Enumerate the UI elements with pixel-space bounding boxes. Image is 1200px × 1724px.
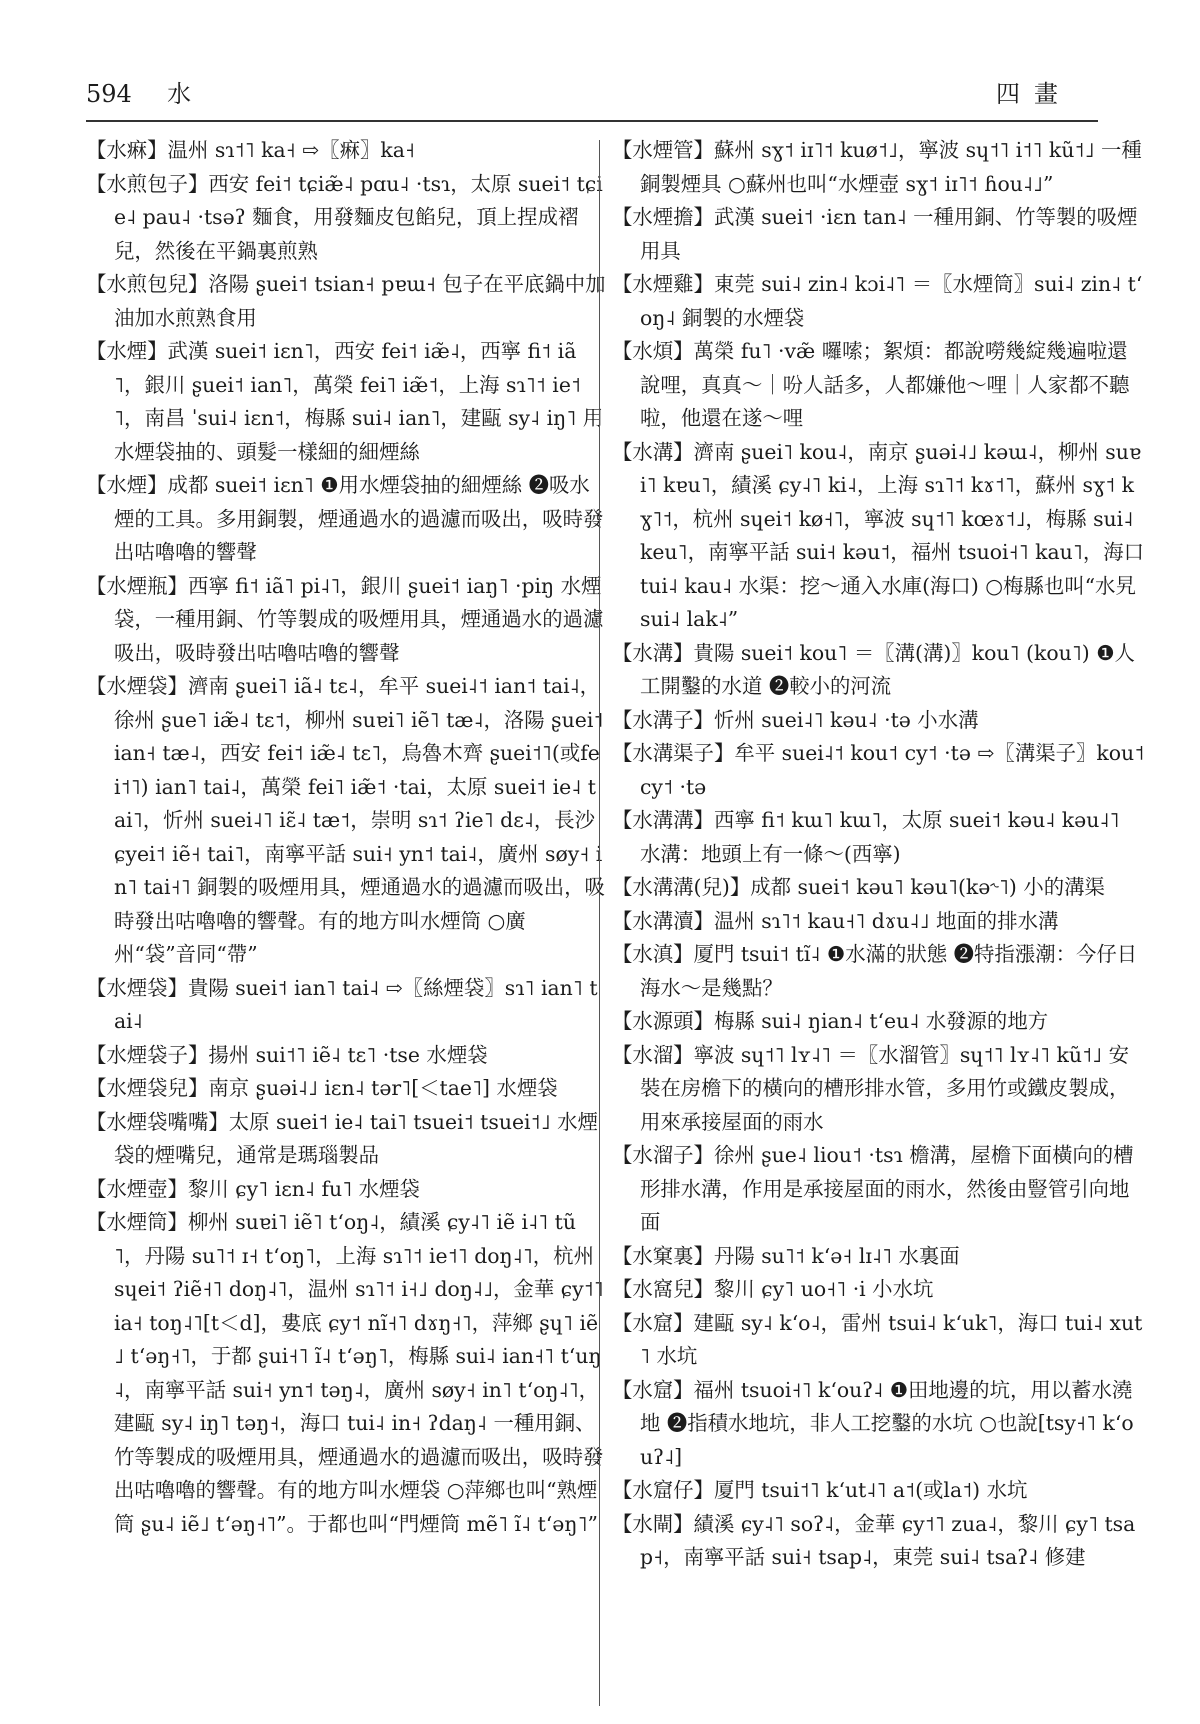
dictionary-entry: 【水煙】武漢 suei˦ iɛn˥，西安 fei˦ iæ̃˨，西寧 fi˦ iã˥，銀川 ʂuei˦ ian˥，萬榮 fei˥ iæ̃˦，上海 sɿ˥˦ ie˦˥，南昌 ˈsui˨ iɛn˦，梅縣 sui˨ ian˥，建甌 sy˨ iŋ˥ 用水煙袋抽的、頭髮一樣細的細煙絲	[86, 339, 604, 464]
dictionary-entry: 【水煙袋】濟南 ʂuei˥ iã˨ tɛ˨，牟平 suei˨˦ ian˦ tai˨，徐州 ʂue˥ iæ̃˨ tɛ˦，柳州 suɐi˥ iẽ˥ tæ˨，洛陽 ʂuei˦ ian˧ tæ˨，西安 fei˦ iæ̃˨ tɛ˥，烏魯木齊 ʂuei˦˥(或fei˦˥) ian˥ tai˨，萬榮 fei˥ iæ̃˦ ·tai，太原 suei˦ ie˨ tai˥，忻州 suei˨˥ iɛ̃˨ tæ˦，崇明 sɿ˦ ʔie˥ dɛ˨，長沙 ɕyei˦ iẽ˧ tai˥，南寧平話 sui˧ yn˦ tai˨，廣州 søy˧ in˥ tai˧˥ 銅製的吸煙用具，煙通過水的過濾而吸出，吸時發出咕嚕嚕的響聲。有的地方叫水煙筒 ○廣州“袋”音同“帶”	[86, 674, 605, 966]
dictionary-entry: 【水煙袋子】揚州 sui˦˥ iẽ˨ tɛ˥ ·tse 水煙袋	[86, 1042, 488, 1067]
dictionary-entry: 【水窩兒】黎川 ɕy˥ uo˧˥ ·i 小水坑	[612, 1277, 934, 1301]
dictionary-entry: 【水窠裏】丹陽 su˥˦ kʻə˧ lɪ˨˥ 水裏面	[612, 1243, 960, 1268]
dictionary-entry: 【水煙袋嘴嘴】太原 suei˦ ie˨ tai˥ tsuei˦ tsuei˦˩ 水煙袋的煙嘴兒，通常是瑪瑙製品	[86, 1109, 598, 1167]
dictionary-entry: 【水溝溝】西寧 fi˦ kɯ˥ kɯ˥，太原 suei˦ kəu˨ kəu˨˥ 水溝：地頭上有一條～(西寧)	[612, 808, 1120, 866]
dictionary-entry: 【水煎包兒】洛陽 ʂuei˦ tsian˧ pɐɯ˧ 包子在平底鍋中加油加水煎熟食用	[86, 272, 606, 330]
dictionary-entry: 【水窟】福州 tsuoi˧˥ kʻouʔ˨ ❶田地邊的坑，用以蓄水澆地 ❷指積水地坑，非人工挖鑿的水坑 ○也說[tsy˧˥ kʻouʔ˨]	[612, 1377, 1134, 1469]
dictionary-entry: 【水閘】績溪 ɕy˨˥ soʔ˨，金華 ɕy˦˥ zua˨，黎川 ɕy˥ tsap˧，南寧平話 sui˧ tsap˨，東莞 sui˨ tsaʔ˨ 修建	[612, 1511, 1136, 1569]
left-column	[86, 134, 606, 1541]
dictionary-entry: 【水煙】成都 suei˦ iɛn˥ ❶用水煙袋抽的細煙絲 ❷吸水煙的工具。多用銅製，煙通過水的過濾而吸出，吸時發出咕嚕嚕的響聲	[86, 473, 604, 564]
dictionary-entry: 【水煙袋】貴陽 suei˦ ian˥ tai˨ ⇨〖絲煙袋〗sɿ˥ ian˥ tai˨	[86, 975, 598, 1033]
dictionary-entry: 【水溝瀆】温州 sɿ˥˦ kau˧˥ dɤu˨˩ 地面的排水溝	[612, 908, 1059, 933]
page-number: 594	[86, 80, 132, 108]
dictionary-entry: 【水溜】寧波 sɥ˦˥ lʏ˨˥ ＝〖水溜管〗sɥ˦˥ lʏ˨˥ kũ˦˩ 安裝在房檐下的橫向的槽形排水管，多用竹或鐵皮製成，用來承接屋面的雨水	[612, 1042, 1130, 1134]
dictionary-entry: 【水煙管】蘇州 sɣ˦ iɪ˥˦ kuø˦˩，寧波 sɥ˦˥ i˦˥ kũ˦˩ 一種銅製煙具 ○蘇州也叫“水煙壺 sɣ˦ iɪ˥˦ ɦou˨˩”	[612, 138, 1142, 196]
right-column	[612, 134, 1146, 1575]
dictionary-entry: 【水溜子】徐州 ʂue˨ liou˦ ·tsɿ 檐溝，屋檐下面橫向的槽形排水溝，作用是承接屋面的雨水，然後由豎管引向地面	[612, 1143, 1134, 1234]
dictionary-entry: 【水溝溝(兒)】成都 suei˦ kəu˥ kəu˥(kə˞˥) 小的溝渠	[612, 875, 1105, 899]
radical-heading: 水	[167, 80, 192, 108]
dictionary-entry: 【水煙雞】東莞 sui˨ zin˨ kɔi˨˥ ＝〖水煙筒〗sui˨ zin˨ tʻoŋ˨ 銅製的水煙袋	[612, 272, 1143, 330]
dictionary-entry: 【水溝子】忻州 suei˨˥ kəu˨ ·tə 小水溝	[612, 707, 979, 732]
dictionary-entry: 【水煙筒】柳州 suɐi˥ iẽ˥ tʻoŋ˨，績溪 ɕy˨˥ iẽ i˨˥ tũ˥，丹陽 su˥˦ ɪ˧ tʻoŋ˥，上海 sɿ˥˦ ie˦˥ doŋ˨˥，杭州 sɥei˦ ʔiẽ˧˥ doŋ˨˥，温州 sɿ˥˦ i˧˩ doŋ˨˩，金華 ɕy˦˥ ia˧ toŋ˨˥[t＜d]，婁底 ɕy˦ nĩ˧˥ dɤŋ˧˥，萍鄉 ʂɥ˥ iẽ˩ tʻəŋ˧˥，于都 ʂui˧˥ ĩ˨ tʻəŋ˥，梅縣 sui˨ ian˧˥ tʻuŋ˨，南寧平話 sui˧ yn˦ təŋ˨，廣州 søy˧ in˥ tʻoŋ˨˥，建甌 sy˨ iŋ˥ təŋ˧，海口 tui˨ in˧ ʔdaŋ˨ 一種用銅、竹等製成的吸煙用具，煙通過水的過濾而吸出，吸時發出咕嚕嚕的響聲。有的地方叫水煙袋 ○萍鄉也叫“熟煙筒 ʂu˨ iẽ˩ tʻəŋ˧˥”。于都也叫“門煙筒 mẽ˥ ĩ˨ tʻəŋ˥”	[86, 1210, 604, 1536]
dictionary-entry: 【水煙壺】黎川 ɕy˥ iɛn˨ fu˥ 水煙袋	[86, 1176, 420, 1201]
header-rule	[86, 120, 1098, 122]
dictionary-entry: 【水溝】濟南 ʂuei˥ kou˨，南京 ʂuəi˨˩ kəɯ˨，柳州 suɐi˥ kɐu˥，績溪 ɕy˨˥ ki˨，上海 sɿ˥˦ kɤ˦˥，蘇州 sɣ˦ kɣ˥˦，杭州 sɥei˦ kø˧˥，寧波 sɥ˦˥ kœɤ˦˩，梅縣 sui˨ keu˥，南寧平話 sui˧ kəu˦，福州 tsuoi˧˥ kau˥，海口 tui˨ kau˨ 水渠：挖～通入水庫(海口) ○梅縣也叫“水旯 sui˨ lak˨”	[612, 439, 1145, 631]
dictionary-entry: 【水窟】建甌 sy˨ kʻo˨，雷州 tsui˨ kʻuk˥，海口 tui˨ xut˥ 水坑	[612, 1310, 1143, 1368]
dictionary-entry: 【水溝】貴陽 suei˦ kou˥ ＝〖溝(溝)〗kou˥ (kou˥) ❶人工開鑿的水道 ❷較小的河流	[612, 640, 1135, 698]
dictionary-entry: 【水煙擔】武漢 suei˦ ·iɛn tan˨ 一種用銅、竹等製的吸煙用具	[612, 205, 1138, 263]
page-header-left	[86, 74, 191, 114]
dictionary-entry: 【水滇】厦門 tsui˦ tĩ˨ ❶水滿的狀態 ❷特指漲潮：今仔日海水～是幾點？	[612, 942, 1138, 1000]
dictionary-entry: 【水煎包子】西安 fei˦ tɕiæ̃˨ pɑu˨ ·tsɿ，太原 suei˦ tɕie˨ pau˨ ·tsəʔ 麵食，用發麵皮包餡兒，頂上捏成褶兒，然後在平鍋裏煎熟	[86, 171, 603, 263]
dictionary-entry: 【水煩】萬榮 fu˥ ·væ̃ 囉嗦；絮煩：都說嘮幾綻幾遍啦還說哩，真真～｜吩人話多，人都嫌他～哩｜人家都不聽啦，他還在遂～哩	[612, 339, 1130, 430]
dictionary-entry: 【水窟仔】厦門 tsui˦˥ kʻut˨˥ a˦(或la˦) 水坑	[612, 1478, 1028, 1502]
dictionary-entry: 【水痳】温州 sɿ˦˥ ka˧ ⇨〖痳〗ka˧	[86, 138, 415, 162]
dictionary-entry: 【水煙瓶】西寧 fi˦ iã˥ pi˨˥，銀川 ʂuei˦ iaŋ˥ ·piŋ 水煙袋，一種用銅、竹等製成的吸煙用具，煙通過水的過濾吸出，吸時發出咕嚕咕嚕的響聲	[86, 573, 604, 665]
dictionary-entry: 【水煙袋兒】南京 ʂuəi˨˩ iɛn˨ tər˥[＜tae˥] 水煙袋	[86, 1076, 558, 1100]
column-divider	[599, 140, 600, 1706]
section-heading: 四畫	[996, 80, 1072, 108]
dictionary-entry: 【水溝渠子】牟平 suei˨˦ kou˦ cy˦ ·tə ⇨〖溝渠子〗kou˦ cy˦ ·tə	[612, 741, 1145, 799]
dictionary-entry: 【水源頭】梅縣 sui˨ ŋian˨ tʻeu˨ 水發源的地方	[612, 1009, 1049, 1033]
